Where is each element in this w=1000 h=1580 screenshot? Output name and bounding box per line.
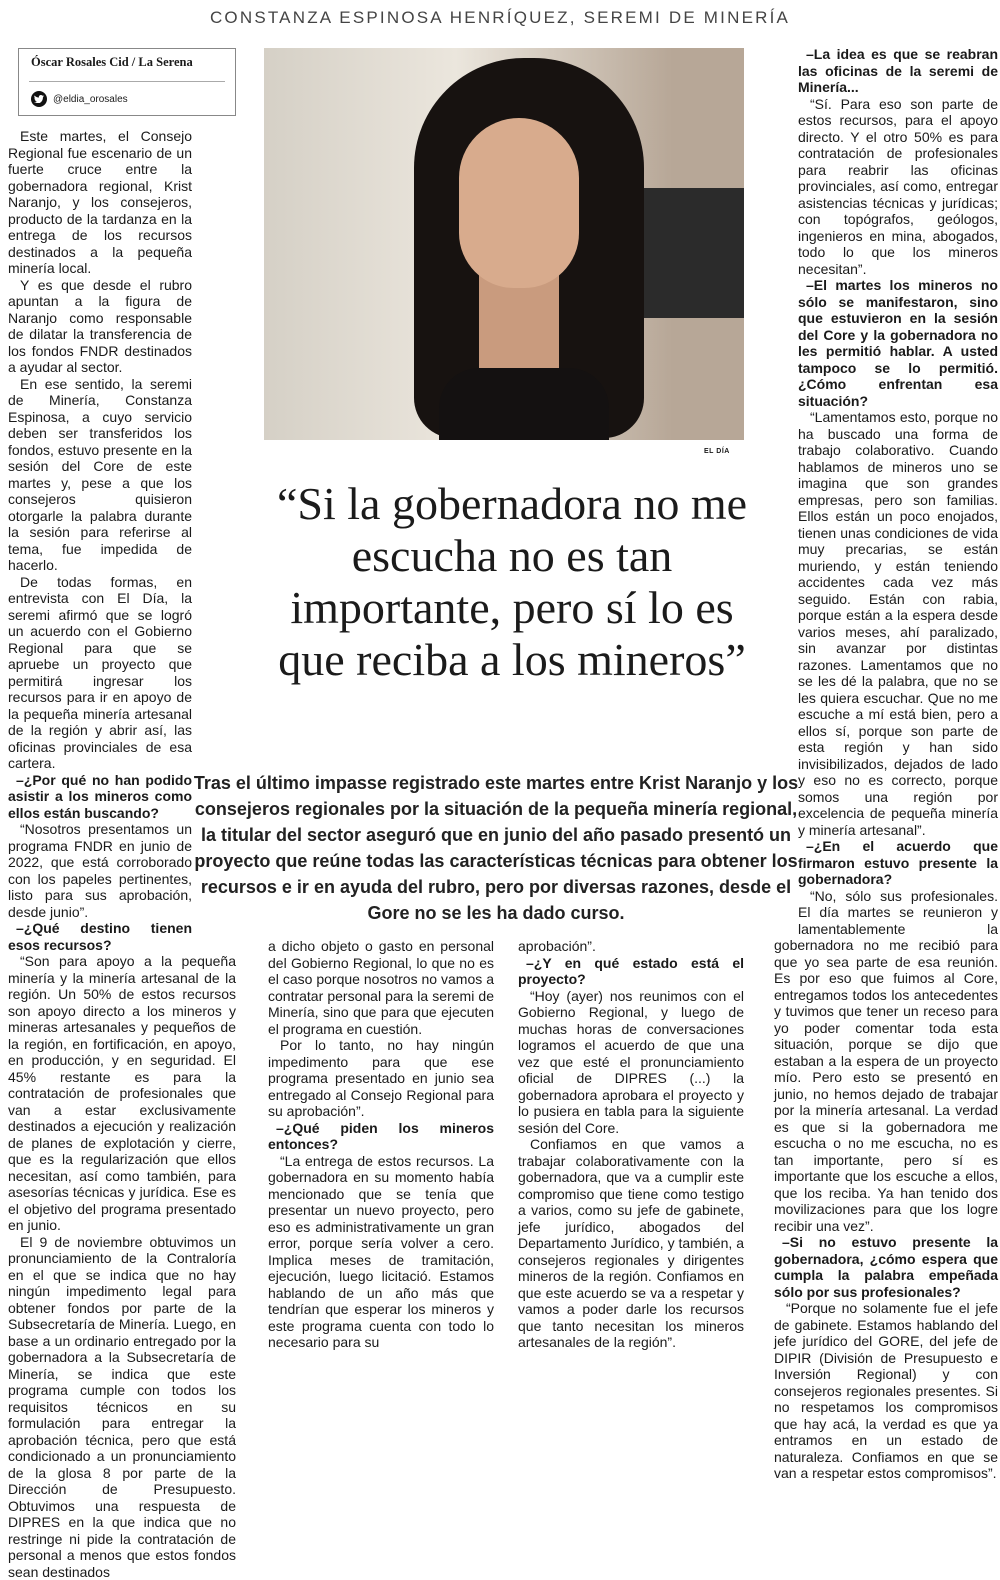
- section-kicker: CONSTANZA ESPINOSA HENRÍQUEZ, SEREMI DE MINERÍA: [0, 8, 1000, 28]
- printer-background: [644, 188, 744, 318]
- face: [459, 118, 579, 288]
- interview-question: –¿Por qué no han podido asistir a los mineros como ellos están buscando?: [8, 772, 236, 822]
- interview-question: –El martes los mineros no sólo se manifestaron, sino que estuvieron en la sesión del Core y la gobernadora no les permitió hablar. A usted tampoco se lo permitió. ¿Cómo enfrentan esa situación?: [774, 277, 998, 409]
- article-column-1: [8, 128, 236, 1300]
- article-paragraph: Por lo tanto, no hay ningún impedimento para que ese programa presentado en junio sea entregado al Consejo Regional para su aprobación”.: [268, 1037, 494, 1120]
- article-paragraph: Confiamos en que vamos a trabajar colaborativamente con la gobernadora, que va a cumplir este compromiso que tiene como testigo a varios, como su jefe de gabinete, jefe jurídico, abogados del Departamento Jurídico, y también, a consejeros regionales y dirigentes mineros de la región. Confiamos en que este acuerdo se va a respetar y vamos a poder darle los recursos que tanto necesitan los mineros artesanales de la región”.: [518, 1136, 744, 1351]
- article-paragraph: “La entrega de estos recursos. La gobernadora en su momento había mencionado que se tenía que presentar un nuevo proyecto, pero eso es administrativamente un gran error, porque sería volver a cero. Implica meses de tramitación, ejecución, luego licitació. Estamos hablando de un año más que tendrían que esperar los mineros y este programa cuenta con todo lo necesario para su: [268, 1153, 494, 1351]
- article-paragraph: Este martes, el Consejo Regional fue escenario de un fuerte cruce entre la gobernadora regional, Krist Naranjo, y los consejeros, producto de la tardanza en la entrega de los recursos destinados a la pequeña minería local.: [8, 128, 236, 277]
- article-column-3: [518, 938, 744, 1300]
- article-paragraph: El 9 de noviembre obtuvimos un pronunciamiento de la Contraloría en el que se indica que no hay ningún impedimento legal para obtener fondos por parte de la Subsecretaría de Minería. Luego, en base a un ordinario entregado por la gobernadora a la Subsecretaría de Minería, se indica que este programa cumple con todos los requisitos técnicos en su formulación para entregar la aprobación técnica, pero que está condicionado a un pronunciamiento de la glosa 8 por parte de la Dirección de Presupuesto. Obtuvimos una respuesta de DIPRES en la que indica que no restringe ni pide la contratación de personal a menos que estos fondos sean destinados: [8, 1234, 236, 1580]
- article-column-2: [268, 938, 494, 1300]
- interview-question: –¿Qué piden los mineros entonces?: [268, 1120, 494, 1153]
- article-paragraph: “Porque no solamente fue el jefe de gabinete. Estamos hablando del jefe jurídico del GORE, del jefe de DIPIR (División de Presupuesto e Inversión Regional) y con consejeros regionales presentes. Si no respetamos los compromisos que hay acá, la verdad es que ya entramos en un estado de naturaleza. Confiamos en que se van a respetar estos compromisos”.: [774, 1300, 998, 1482]
- twitter-bird-icon: [31, 91, 47, 107]
- article-paragraph: “Sí. Para eso son parte de estos recursos, para el apoyo directo. Y el otro 50% es para contratación de profesionales para reabrir las oficinas provinciales, así como, entregar asistencias técnicas y jurídicas; con topógrafos, geólogos, ingenieros en mina, abogados, todo lo que los mineros necesitan”.: [774, 96, 998, 278]
- article-paragraph: “Nosotros presentamos un programa FNDR en junio de 2022, que está corroborado con los papeles pertinentes, listo para sus aprobación, desde junio”.: [8, 821, 236, 920]
- article-paragraph: “Lamentamos esto, porque no ha buscado una forma de trabajo colaborativo. Cuando hablamos de mineros uno se imagina que son grandes empresas, pero son familias. Ellos están un poco enojados, tienen unas condiciones de vida muy precarias, se están muriendo, y están teniendo accidentes cada vez más seguido. Están con rabia, porque están a la espera desde varios meses, ahí paralizado, sin avanzar por distintas razones. Lamentamos que no se les dé la palabra, que no se les quiera escuchar. Que no me escuche a mí está bien, pero a ellos sí, porque son parte de esta región y han sido invisibilizados, dejados de lado y eso no es correcto, porque somos una región por excelencia de pequeña minería y minería artesanal”.: [774, 409, 998, 838]
- article-paragraph: a dicho objeto o gasto en personal del Gobierno Regional, lo que no es el caso porque nosotros no vamos a contratar personal para la seremi de Minería, sino que para que ejecuten el programa en cuestión.: [268, 938, 494, 1037]
- twitter-handle-row[interactable]: [31, 91, 128, 107]
- interview-question: –Si no estuvo presente la gobernadora, ¿cómo espera que cumpla la palabra empeñada sólo por sus profesionales?: [774, 1234, 998, 1300]
- interview-question: –¿En el acuerdo que firmaron estuvo presente la gobernadora?: [774, 838, 998, 888]
- article-column-4: [774, 46, 998, 1300]
- author-name: Óscar Rosales Cid / La Serena: [31, 55, 193, 70]
- article-paragraph: aprobación”.: [518, 938, 744, 955]
- lede-paragraph: Tras el último impasse registrado este martes entre Krist Naranjo y los consejeros regionales por la situación de la pequeña minería regional, la titular del sector aseguró que en junio del año pasado presentó un proyecto que reúne todas las características técnicas para obtener los recursos e ir en ayuda del rubro, pero por diversas razones, desde el Gore no se les ha dado curso.: [192, 770, 800, 926]
- interview-question: –¿Y en qué estado está el proyecto?: [518, 955, 744, 988]
- article-paragraph: Y es que desde el rubro apuntan a la figura de Naranjo como responsable de dilatar la transferencia de los fondos FNDR destinados a ayudar al sector.: [8, 277, 236, 376]
- interview-question: –La idea es que se reabran las oficinas de la seremi de Minería...: [774, 46, 998, 96]
- article-paragraph: “Son para apoyo a la pequeña minería y la minería artesanal de la región. Un 50% de estos recursos son apoyo directo a los mineros y mineras artesanales y pequeños de la región, en fortificación, en apoyo, en producción, y en seguridad. El 45% restante es para la contratación de profesionales que van a estar exclusivamente destinados a ejecución y realización de planes de explotación y cierre, que es la regularización que ellos necesitan, así como también, para asesorías técnicas y jurídica. Ese es el objetivo del programa presentado en junio.: [8, 953, 236, 1234]
- article-paragraph: De todas formas, en entrevista con El Día, la seremi afirmó que se logró un acuerdo con el Gobierno Regional para que se apruebe un proyecto que permitirá ingresar los recursos para ir en apoyo de la pequeña minería artesanal de la región y abrir así, las oficinas provinciales de esa cartera.: [8, 574, 236, 772]
- headline-quote: “Si la gobernadora no me escucha no es tan importante, pero sí lo es que reciba a los mineros”: [262, 478, 762, 686]
- article-paragraph: En ese sentido, la seremi de Minería, Constanza Espinosa, a cuyo servicio deben ser transferidos los fondos, estuvo presente en la sesión del Core de este martes y, pese a que los consejeros quisieron otorgarle la palabra durante la sesión para referirse al tema, fue impedida de hacerlo.: [8, 376, 236, 574]
- portrait-photo: [264, 48, 744, 440]
- interview-question: –¿Qué destino tienen esos recursos?: [8, 920, 236, 953]
- photo-credit: EL DÍA: [704, 448, 730, 455]
- article-paragraph: “Hoy (ayer) nos reunimos con el Gobierno Regional, y luego de muchas horas de conversaciones logramos el acuerdo de que una vez que esté el pronunciamiento oficial de DIPRES (...) la gobernadora aprobara el proyecto y lo pusiera en tabla para la siguiente sesión del Core.: [518, 988, 744, 1137]
- twitter-handle: @eldia_orosales: [53, 94, 128, 105]
- byline-box: [18, 48, 236, 116]
- article-paragraph: “No, sólo sus profesionales. El día martes se reunieron y lamentablemente la gobernadora no me recibió para que yo sea parte de esa reunión. Es por eso que fuimos al Core, entregamos todos los antecedentes y tuvimos que tener un receso para yo poder comentar toda esta situación, porque se dijo que estaban a la espera de un proyecto mío. Pero esto se presentó en junio, no hemos dejado de trabajar por la minería artesanal. La verdad es que si la gobernadora me escucha o no me escucha, no es tan importante, pero sí es importante que los escuche a ellos, que los reciba. Ya han tenido dos movilizaciones para que los logre recibir una vez”.: [774, 888, 998, 1235]
- byline-divider: [29, 81, 225, 82]
